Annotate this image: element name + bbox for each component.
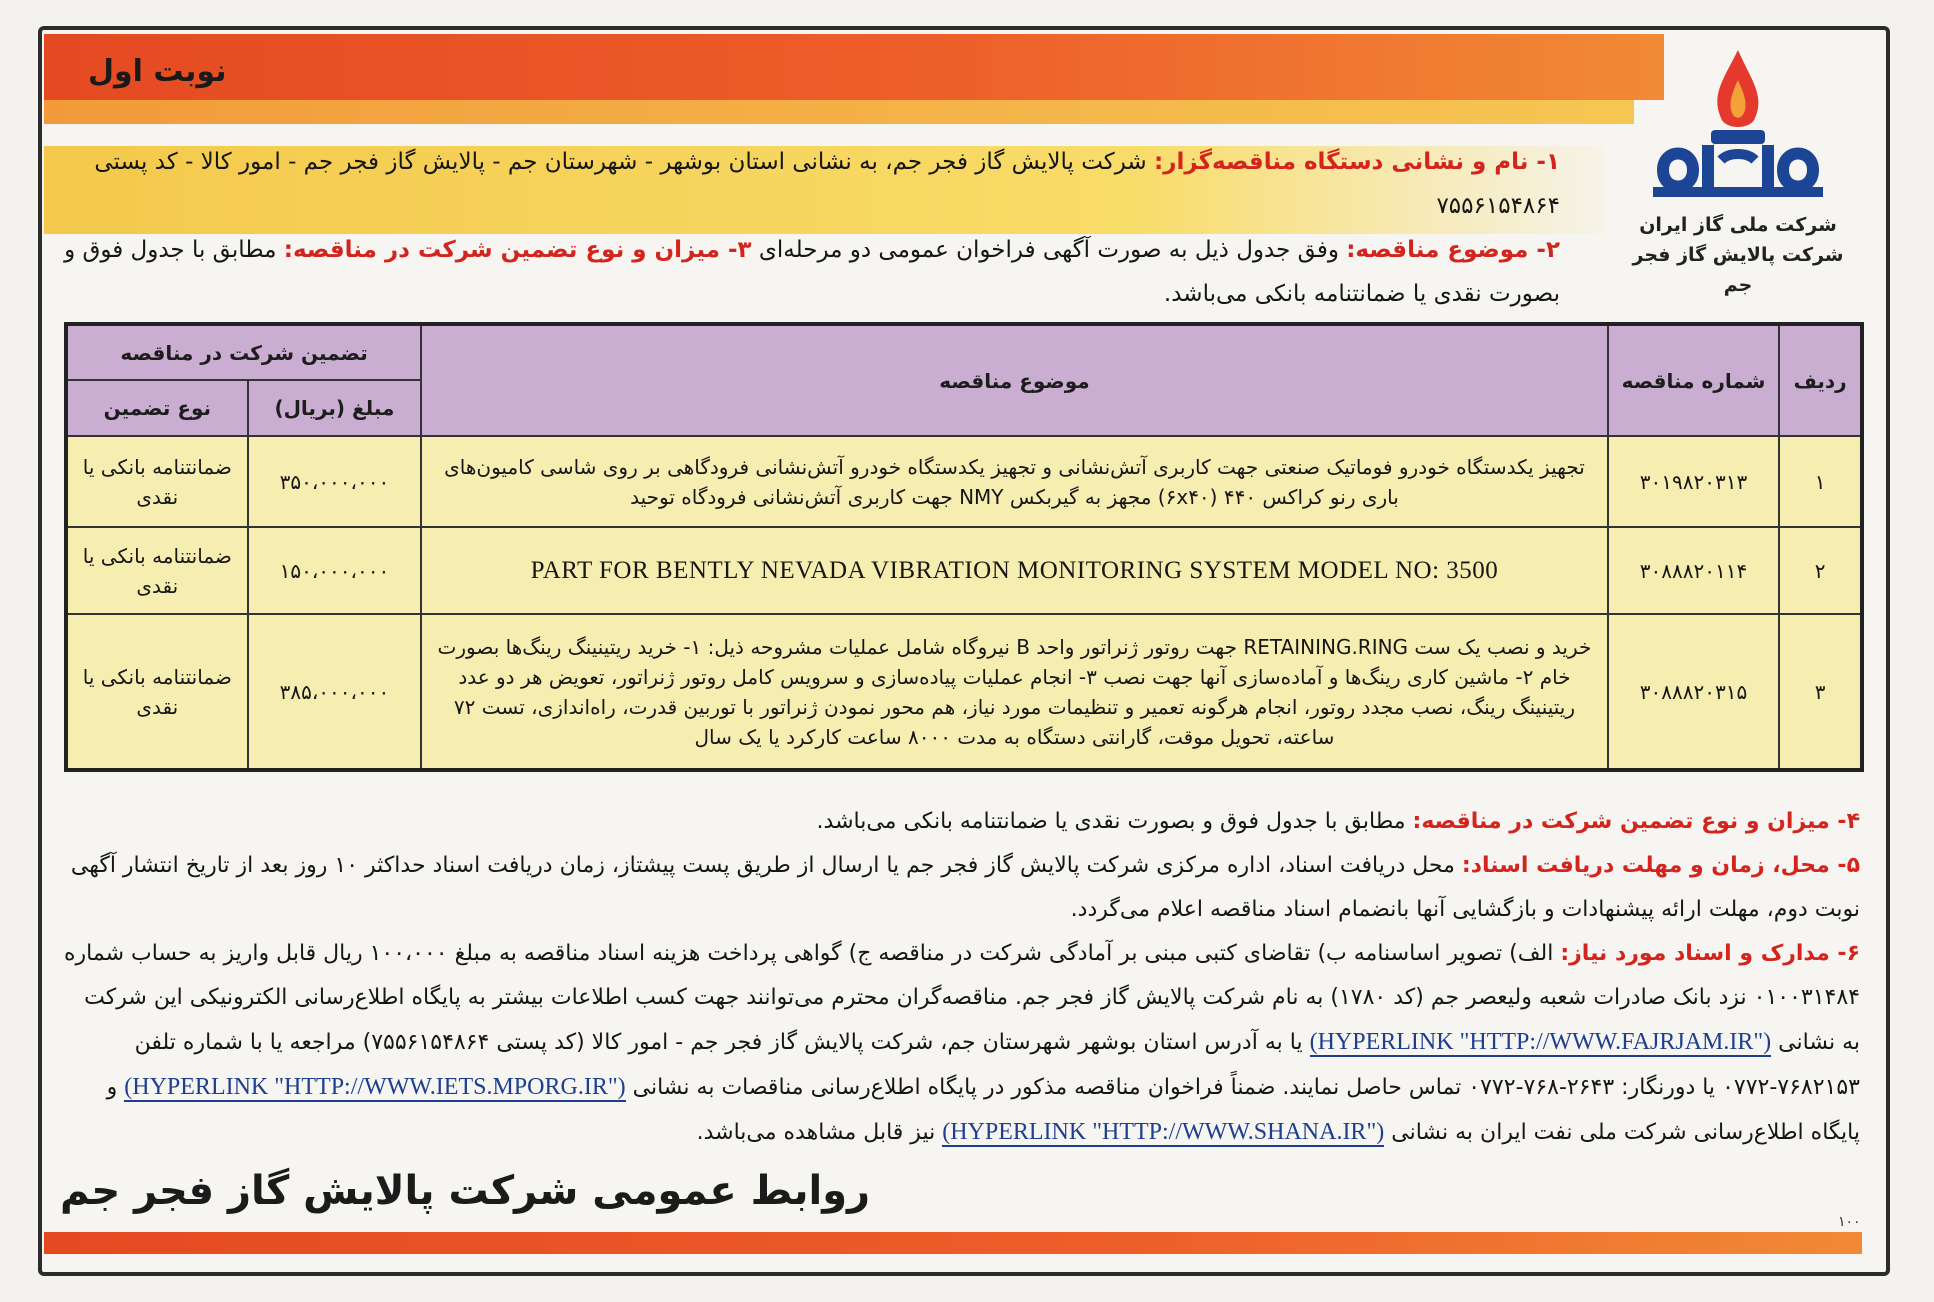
body-item-6-text4: نیز قابل مشاهده می‌باشد. bbox=[696, 1120, 936, 1145]
cell-type: ضمانتنامه بانکی یا نقدی bbox=[66, 614, 248, 770]
body-item-4-text: مطابق با جدول فوق و بصورت نقدی یا ضمانتنامه بانکی می‌باشد. bbox=[816, 809, 1406, 834]
flame-logo-icon bbox=[1633, 40, 1843, 210]
col-header-subject: موضوع مناقصه bbox=[421, 324, 1608, 436]
header-band bbox=[44, 34, 1664, 100]
cell-type: ضمانتنامه بانکی یا نقدی bbox=[66, 436, 248, 527]
cell-row: ۲ bbox=[1779, 527, 1862, 614]
intro-item-1-label: ۱- نام و نشانی دستگاه مناقصه‌گزار: bbox=[1154, 149, 1560, 175]
body-section bbox=[60, 800, 1860, 1155]
cell-subject: خرید و نصب یک ست RETAINING.RING جهت روتور ژنراتور واحد B نیروگاه شامل عملیات مشروحه ذیل: ۱- خرید ریتینینگ رینگ‌ها بصورت خام ۲- ماشین کاری رینگ‌ها و آماده‌سازی آنها جهت نصب ۳- انجام عملیات پیاده‌سازی و سرویس کامل روتور ژنراتور، تعویض هر دو عدد ریتینینگ رینگ، نصب مجدد روتور، انجام هرگونه تعمیر و تنظیمات مورد نیاز، هم محور نمودن ژنراتور با توربین قدرت، راه‌اندازی، تست ۷۲ ساعته، تحویل موقت، گارانتی دستگاه به مدت ۸۰۰۰ ساعت کارکرد یا یک سال bbox=[421, 614, 1608, 770]
body-item-4-label: ۴- میزان و نوع تضمین شرکت در مناقصه: bbox=[1412, 809, 1860, 834]
body-item-6-text2: یا به آدرس استان بوشهر شهرستان جم، شرکت پالایش گاز فجر جم - امور کالا (کد پستی ۷۵۵۶۱۵۴۸۶۴) مراجعه یا با شماره تلفن ۷۶۸۲۱۵۳-۰۷۷۲ یا دورنگار: ۲۶۴۳-۷۶۸-۰۷۷۲ تماس حاصل نمایند. ضمناً فراخوان مناقصه مذکور در پایگاه اطلاع‌رسانی مناقصات به نشانی bbox=[134, 1030, 1860, 1100]
cell-row: ۱ bbox=[1779, 436, 1862, 527]
intro-item-2-text: وفق جدول ذیل به صورت آگهی فراخوان عمومی دو مرحله‌ای bbox=[758, 237, 1339, 263]
footer-signature: روابط عمومی شرکت پالایش گاز فجر جم bbox=[60, 1168, 871, 1214]
company-logo bbox=[1618, 40, 1858, 296]
link-iets[interactable]: (HYPERLINK "HTTP://WWW.IETS.MPORG.IR") bbox=[124, 1074, 626, 1100]
cell-type: ضمانتنامه بانکی یا نقدی bbox=[66, 527, 248, 614]
col-header-amount: مبلغ (بریال) bbox=[248, 380, 422, 436]
cell-number: ۳۰۱۹۸۲۰۳۱۳ bbox=[1608, 436, 1780, 527]
intro-item-2-label: ۲- موضوع مناقصه: bbox=[1346, 237, 1560, 263]
body-item-6 bbox=[60, 932, 1860, 1155]
org-name-line1: شرکت ملی گاز ایران bbox=[1639, 214, 1837, 236]
tender-table bbox=[64, 322, 1864, 772]
cell-subject: تجهیز یکدستگاه خودرو فوماتیک صنعتی جهت کاربری آتش‌نشانی و تجهیز یکدستگاه خودرو آتش‌نشانی فرودگاهی بر روی شاسی کامیون‌های باری رنو کراکس ۴۴۰ (۶x۴۰) مجهز به گیربکس NMY جهت کاربری آتش‌نشانی فرودگاه توحید bbox=[421, 436, 1608, 527]
body-item-5 bbox=[60, 844, 1860, 932]
link-fajrjam[interactable]: (HYPERLINK "HTTP://WWW.FAJRJAM.IR") bbox=[1309, 1029, 1772, 1055]
cell-number: ۳۰۸۸۸۲۰۳۱۵ bbox=[1608, 614, 1780, 770]
col-header-guarantee: تضمین شرکت در مناقصه bbox=[66, 324, 421, 380]
cell-subject: PART FOR BENTLY NEVADA VIBRATION MONITORING SYSTEM MODEL NO: 3500 bbox=[421, 527, 1608, 614]
page-number: ۱۰۰ bbox=[1838, 1214, 1861, 1230]
body-item-5-text: محل دریافت اسناد، اداره مرکزی شرکت پالایش گاز فجر جم یا ارسال از طریق پست پیشتاز، زمان دریافت اسناد حداکثر ۱۰ روز بعد از تاریخ انتشار آگهی نوبت دوم، مهلت ارائه پیشنهادات و بازگشایی آنها بانضمام اسناد مناقصه اعلام می‌گردد. bbox=[70, 853, 1860, 922]
table-row bbox=[66, 527, 1862, 614]
intro-item-1-text: شرکت پالایش گاز فجر جم، به نشانی استان بوشهر - شهرستان جم - پالایش گاز فجر جم - امور کالا - کد پستی ۷۵۵۶۱۵۴۸۶۴ bbox=[94, 149, 1560, 219]
cell-row: ۳ bbox=[1779, 614, 1862, 770]
body-item-6-label: ۶- مدارک و اسناد مورد نیاز: bbox=[1560, 941, 1860, 966]
intro-item-3-text: مطابق با جدول فوق و بصورت نقدی یا ضمانتنامه بانکی می‌باشد. bbox=[64, 237, 1560, 307]
cell-amount: ۳۸۵،۰۰۰،۰۰۰ bbox=[248, 614, 422, 770]
cell-amount: ۱۵۰،۰۰۰،۰۰۰ bbox=[248, 527, 422, 614]
link-shana[interactable]: (HYPERLINK "HTTP://WWW.SHANA.IR") bbox=[942, 1119, 1385, 1145]
col-header-row: ردیف bbox=[1779, 324, 1862, 436]
body-item-5-label: ۵- محل، زمان و مهلت دریافت اسناد: bbox=[1461, 853, 1860, 878]
intro-section bbox=[60, 140, 1560, 316]
header-band-yellow bbox=[44, 100, 1634, 124]
col-header-type: نوع تضمین bbox=[66, 380, 248, 436]
body-item-4 bbox=[60, 800, 1860, 844]
footer-band bbox=[44, 1232, 1862, 1254]
col-header-number: شماره مناقصه bbox=[1608, 324, 1780, 436]
table-row bbox=[66, 614, 1862, 770]
org-name-line2: شرکت پالایش گاز فجر جم bbox=[1632, 244, 1844, 296]
cell-number: ۳۰۸۸۸۲۰۱۱۴ bbox=[1608, 527, 1780, 614]
intro-item-3-label: ۳- میزان و نوع تضمین شرکت در مناقصه: bbox=[283, 237, 752, 263]
intro-item-2 bbox=[60, 228, 1560, 316]
intro-item-1 bbox=[60, 140, 1560, 228]
cell-amount: ۳۵۰،۰۰۰،۰۰۰ bbox=[248, 436, 422, 527]
body-item-6-text: الف) تصویر اساسنامه ب) تقاضای کتبی مبنی بر آمادگی شرکت در مناقصه ج) گواهی پرداخت هزینه اسناد مناقصه به مبلغ ۱۰۰،۰۰۰ ریال قابل واریز به حساب شماره ۰۱۰۰۳۱۴۸۴ نزد بانک صادرات شعبه ولیعصر جم (کد ۱۷۸۰) به نام شرکت پالایش گاز فجر جم. مناقصه‌گران محترم می‌توانند جهت کسب اطلاعات بیشتر به پایگاه اطلاع‌رسانی الکترونیکی این شرکت به نشانی bbox=[64, 941, 1860, 1055]
body-item-6-text3: و پایگاه اطلاع‌رسانی شرکت ملی نفت ایران به نشانی bbox=[106, 1075, 1860, 1145]
notice-round-label: نوبت اول bbox=[88, 54, 227, 89]
table-row bbox=[66, 436, 1862, 527]
